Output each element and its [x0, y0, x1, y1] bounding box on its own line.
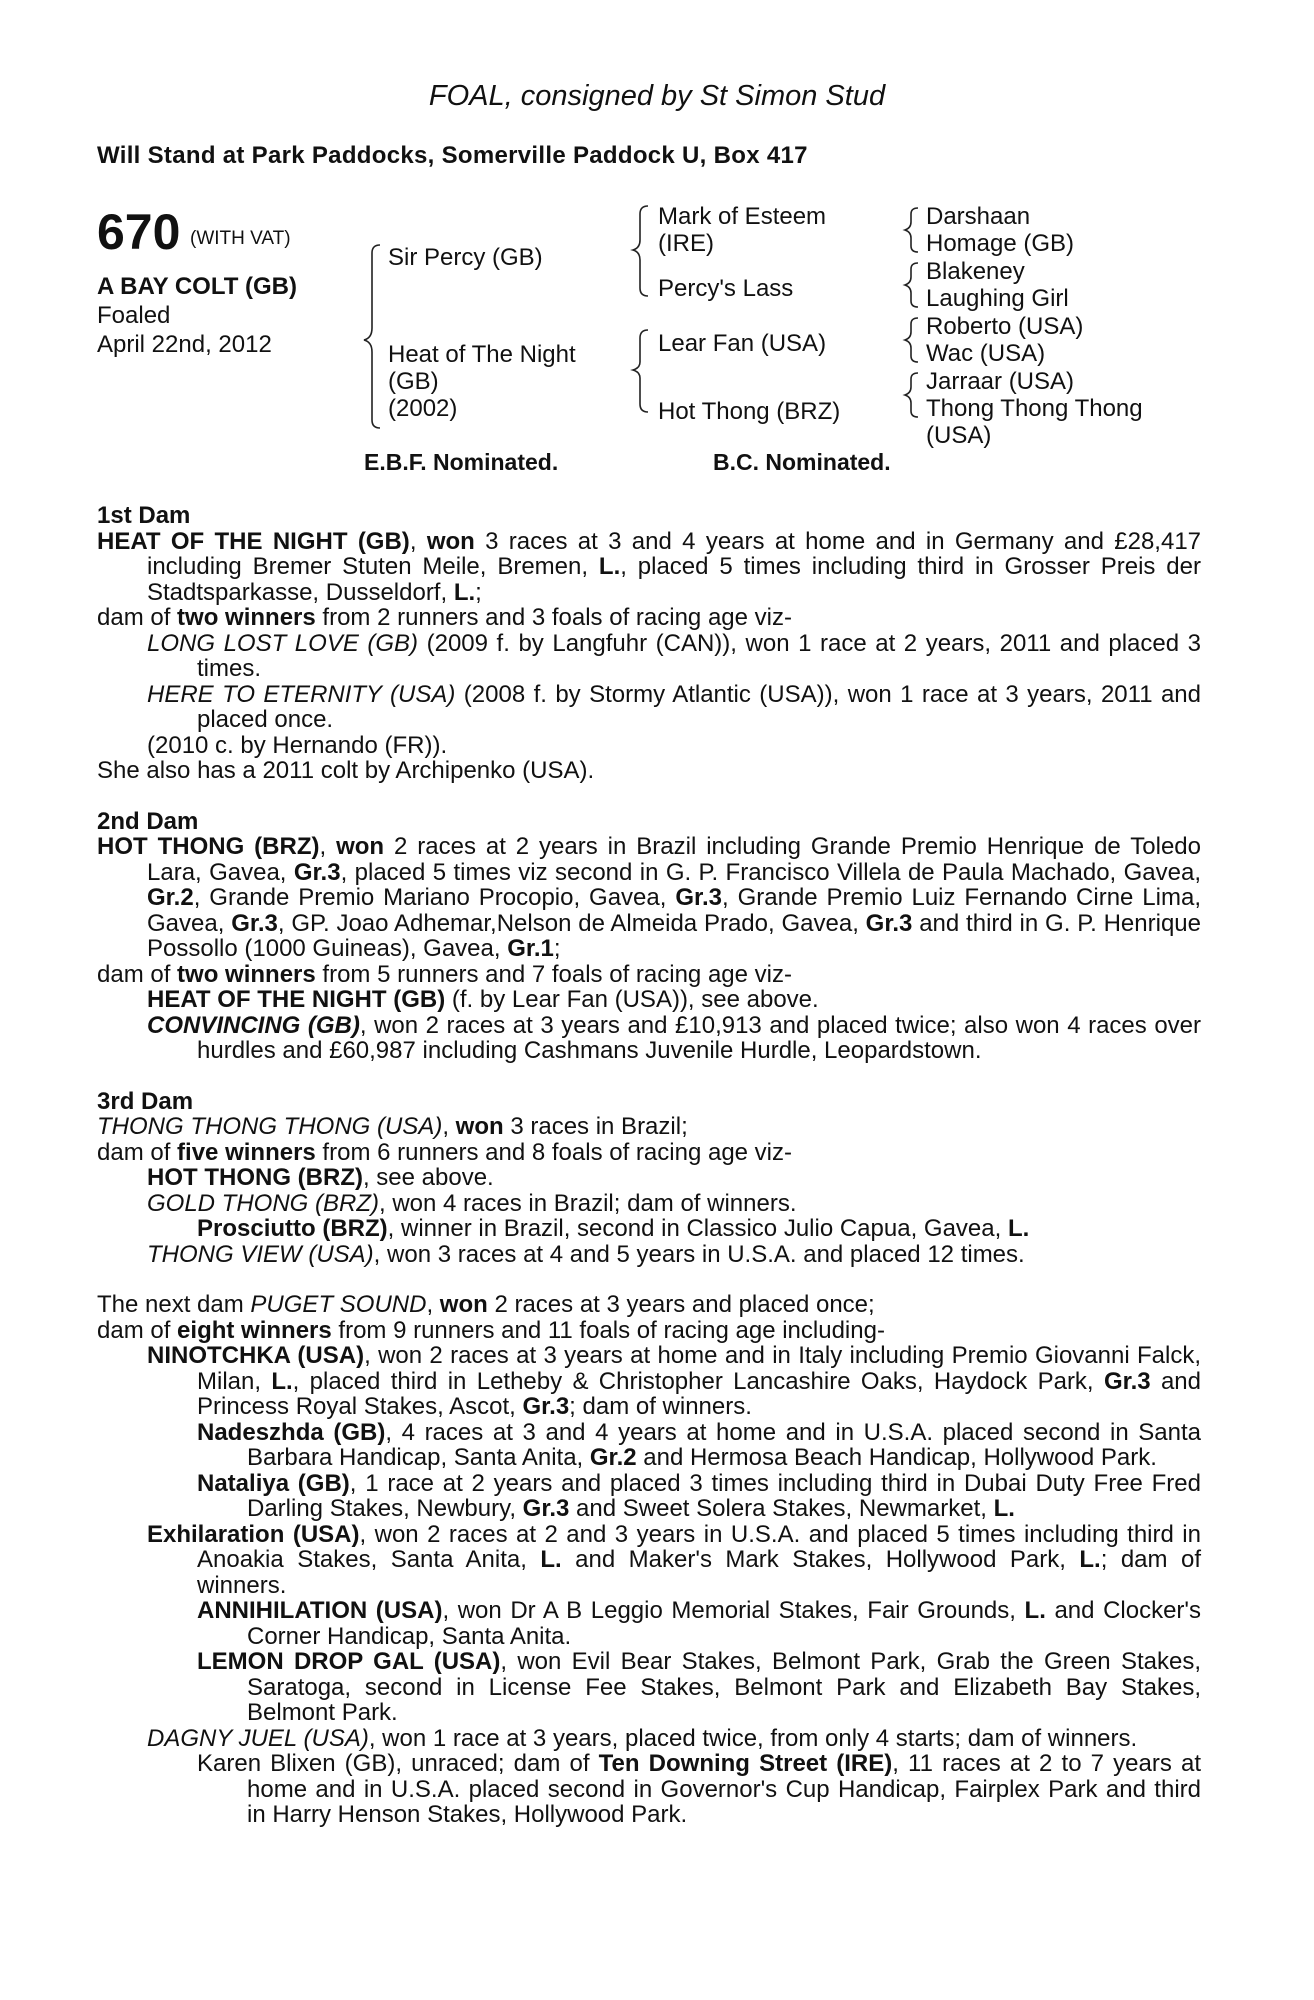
- sire: Sir Percy (GB): [388, 244, 543, 271]
- dam: [388, 341, 576, 422]
- sire-sire-name: Mark of Esteem: [658, 203, 827, 230]
- produce-entry: [97, 1165, 1201, 1191]
- listed-label: L.: [1007, 1215, 1030, 1242]
- text: , Grande Premio Mariano Procopio, Gavea,: [193, 884, 676, 911]
- lot-description: A BAY COLT (GB): [97, 273, 298, 300]
- listed-label: L.: [1079, 1546, 1101, 1573]
- grade-label: Gr.3: [231, 909, 278, 937]
- won-label: won: [439, 1291, 488, 1318]
- horse-name: THONG VIEW (USA): [147, 1240, 374, 1268]
- produce-entry: (2010 c. by Hernando (FR)).: [147, 731, 448, 759]
- won-label: won: [426, 527, 475, 555]
- dam-name: Heat of The Night: [388, 341, 576, 368]
- pedigree-brackets: [0, 0, 1314, 460]
- text: , 11 races at 2 to 7 years at home and in U.S.A. placed second in Governor's Cup Handicap, Fairplex Park and third in Harry Henson Stakes, Hollywood Park.: [247, 1750, 1201, 1828]
- grade-label: Gr.3: [1103, 1367, 1151, 1395]
- text: ; dam of winners.: [569, 1393, 752, 1420]
- horse-name: Exhilaration (USA): [147, 1520, 360, 1548]
- text: 3 races in Brazil;: [503, 1113, 688, 1140]
- grade-label: Gr.1: [507, 935, 554, 962]
- ddd: [926, 395, 1143, 449]
- bc-nominated: B.C. Nominated.: [713, 449, 891, 475]
- dam-history: [97, 503, 1201, 1828]
- ddd-name: Thong Thong Thong: [926, 395, 1143, 422]
- text: (f. by Lear Fan (USA)), see above.: [445, 986, 819, 1013]
- text: , won 2 races at 3 years at home and in Italy including Premio Giovanni Falck, Milan,: [197, 1342, 1201, 1395]
- listed-label: L.: [598, 553, 621, 580]
- horse-name: NINOTCHKA (USA): [147, 1342, 365, 1369]
- grade-label: Gr.3: [522, 1495, 570, 1522]
- sdd: Laughing Girl: [926, 285, 1069, 312]
- text: , placed third in Letheby & Christopher Lancashire Oaks, Haydock Park,: [292, 1367, 1104, 1395]
- text: 3 races at 3 and 4 years at home and in Germany and £28,417 including Bremer Stuten Meile, Bremen,: [147, 527, 1202, 580]
- produce-entry: [97, 631, 1201, 682]
- stand-location: Will Stand at Park Paddocks, Somerville Paddock U, Box 417: [97, 142, 808, 169]
- dsd: Wac (USA): [926, 340, 1046, 367]
- text: , won 2 races at 3 years and £10,913 and placed twice; also won 4 races over hurdles and £60,987 including Cashmans Juvenile Hurdle, Leopardstown.: [197, 1011, 1202, 1064]
- won-label: won: [336, 833, 385, 860]
- text: from 9 runners and 11 foals of racing age including-: [331, 1316, 885, 1344]
- produce-entry: [97, 1191, 1201, 1217]
- produce-entry: [97, 1649, 1201, 1726]
- text: 2 races at 2 years in Brazil including Grande Premio Henrique de Toledo Lara, Gavea,: [147, 833, 1201, 886]
- sire-sire-country: (IRE): [658, 230, 714, 257]
- lot-number: 670: [97, 204, 181, 260]
- horse-name: LONG LOST LOVE (GB): [147, 629, 419, 657]
- text: ;: [475, 578, 482, 606]
- sds: Blakeney: [926, 258, 1025, 285]
- text: from 6 runners and 8 foals of racing age viz-: [315, 1138, 793, 1166]
- winners-count: two winners: [177, 960, 316, 988]
- ddd-country: (USA): [926, 422, 992, 449]
- horse-name: HOT THONG (BRZ): [97, 833, 320, 860]
- produce-entry: [97, 1598, 1201, 1649]
- grade-label: Gr.2: [147, 884, 194, 911]
- horse-name: ANNIHILATION (USA): [197, 1597, 443, 1624]
- horse-name: HOT THONG (BRZ): [147, 1164, 363, 1191]
- sire-sire: [658, 203, 826, 257]
- text: 2 races at 3 years and placed once;: [487, 1291, 875, 1318]
- text: dam of: [97, 1138, 178, 1166]
- dds: Jarraar (USA): [926, 368, 1075, 395]
- first-dam-heading: 1st Dam: [97, 502, 191, 529]
- dam-sire: Lear Fan (USA): [658, 330, 827, 357]
- next-dam-produce-summary: [97, 1318, 1201, 1344]
- first-dam-section: [97, 503, 1201, 784]
- second-dam-heading: 2nd Dam: [97, 807, 199, 835]
- produce-entry: [97, 987, 1201, 1013]
- grade-label: Gr.2: [589, 1444, 637, 1471]
- listed-label: L.: [993, 1495, 1015, 1522]
- text: ,: [426, 1291, 440, 1318]
- text: dam of: [97, 960, 178, 988]
- produce-entry: [97, 1522, 1201, 1599]
- dam-country: (GB): [388, 368, 439, 395]
- produce-entry: [97, 1751, 1201, 1828]
- horse-name: Nataliya (GB): [197, 1469, 350, 1497]
- third-dam-record: [97, 1114, 1201, 1140]
- listed-label: L.: [271, 1367, 293, 1395]
- horse-name: Ten Downing Street (IRE): [598, 1750, 893, 1777]
- produce-entry: [97, 1343, 1201, 1420]
- dam-year: (2002): [388, 395, 458, 422]
- text: , see above.: [362, 1164, 494, 1191]
- grade-label: Gr.3: [675, 884, 723, 911]
- produce-entry: [97, 682, 1201, 733]
- dam-dam: Hot Thong (BRZ): [658, 398, 841, 425]
- grade-label: Gr.3: [522, 1393, 570, 1420]
- winners-count: eight winners: [177, 1316, 332, 1344]
- text: The next dam: [97, 1291, 251, 1318]
- text: , won Dr A B Leggio Memorial Stakes, Fair Grounds,: [442, 1597, 1025, 1624]
- dss: Roberto (USA): [926, 313, 1084, 340]
- produce-entry: [97, 1216, 1201, 1242]
- grade-label: Gr.3: [293, 858, 341, 886]
- first-dam-produce-summary: [97, 605, 1201, 631]
- horse-name: HEAT OF THE NIGHT (GB): [147, 986, 446, 1013]
- text: , won 4 races in Brazil; dam of winners.: [379, 1189, 797, 1217]
- listed-label: L.: [540, 1546, 562, 1573]
- text: and Sweet Solera Stakes, Newmarket,: [569, 1495, 994, 1522]
- produce-entry: [97, 1242, 1201, 1268]
- produce-note: She also has a 2011 colt by Archipenko (USA).: [97, 757, 595, 784]
- produce-entry: [97, 1013, 1201, 1064]
- second-dam-record: HOT THONG (BRZ), won 2 races at 2 years in Brazil including Grande Premio Henrique de Toledo Lara, Gavea, Gr.3, placed 5 times viz second in G. P. Francisco Villela de Paula Machado, Gavea, Gr.2, Grande Premio Mariano Procopio, Gavea, Gr.3, Grande Premio Luiz Fernando Cirne Lima, Gavea, Gr.3, GP. Joao Adhemar,Nelson de Almeida Prado, Gavea, Gr.3 and third in G. P. Henrique Possollo (1000 Guineas), Gavea, Gr.1;: [97, 833, 1201, 962]
- third-dam-produce-summary: [97, 1140, 1201, 1166]
- text: , placed 5 times including third in Grosser Preis der Stadtsparkasse, Dusseldorf,: [147, 553, 1201, 606]
- listed-label: L.: [1024, 1597, 1046, 1624]
- ebf-nominated: E.B.F. Nominated.: [364, 449, 559, 475]
- produce-entry: [97, 1420, 1201, 1471]
- second-dam-section: [97, 809, 1201, 1064]
- text: , placed 5 times viz second in G. P. Francisco Villela de Paula Machado, Gavea,: [340, 858, 1201, 886]
- horse-name: Nadeszhda (GB): [197, 1418, 386, 1446]
- produce-entry: [97, 1471, 1201, 1522]
- text: ; dam of winners.: [197, 1546, 1201, 1599]
- text: , GP. Joao Adhemar,Nelson de Almeida Prado, Gavea,: [277, 909, 866, 937]
- horse-name: GOLD THONG (BRZ): [147, 1189, 379, 1217]
- text: , won 3 races at 4 and 5 years in U.S.A. and placed 12 times.: [373, 1240, 1025, 1268]
- horse-name: PUGET SOUND: [250, 1291, 427, 1318]
- foaled-date: April 22nd, 2012: [97, 331, 272, 358]
- next-dam-record: [97, 1292, 1201, 1318]
- text: and third in G. P. Henrique Possollo (1000 Guineas), Gavea,: [147, 909, 1201, 962]
- horse-name: LEMON DROP GAL (USA): [197, 1648, 501, 1675]
- text: (2009 f. by Langfuhr (CAN)), won 1 race at 2 years, 2011 and placed 3 times.: [197, 629, 1201, 682]
- third-dam-heading: 3rd Dam: [97, 1087, 194, 1115]
- text: and Clocker's Corner Handicap, Santa Anita.: [247, 1597, 1202, 1650]
- horse-name: THONG THONG THONG (USA): [97, 1113, 443, 1140]
- third-dam-section: [97, 1089, 1201, 1268]
- next-dam-section: [97, 1292, 1201, 1828]
- page-title: FOAL, consigned by St Simon Stud: [428, 80, 886, 112]
- horse-name: HEAT OF THE NIGHT (GB): [97, 527, 410, 555]
- text: dam of: [97, 1316, 178, 1344]
- text: ;: [553, 935, 561, 962]
- text: , won 1 race at 3 years, placed twice, from only 4 starts; dam of winners.: [368, 1724, 1138, 1752]
- vat-note: (WITH VAT): [190, 228, 291, 249]
- text: from 2 runners and 3 foals of racing age viz-: [315, 604, 792, 631]
- foaled-label: Foaled: [97, 302, 171, 329]
- first-dam-record: HEAT OF THE NIGHT (GB), won 3 races at 3 and 4 years at home and in Germany and £28,417 including Bremer Stuten Meile, Bremen, L., placed 5 times including third in Grosser Preis der Stadtsparkasse, Dusseldorf, L.;: [97, 527, 1202, 606]
- text: , won 2 races at 2 and 3 years in U.S.A. and placed 5 times including third in Anoakia Stakes, Santa Anita,: [197, 1520, 1201, 1573]
- second-dam-produce-summary: [97, 962, 1201, 988]
- text: , Grande Premio Luiz Fernando Cirne Lima, Gavea,: [147, 884, 1201, 937]
- text: , 4 races at 3 and 4 years at home and in U.S.A. placed second in Santa Barbara Handicap, Santa Anita,: [247, 1418, 1202, 1471]
- produce-entry: [97, 1726, 1201, 1752]
- winners-count: five winners: [177, 1138, 316, 1166]
- text: , winner in Brazil, second in Classico Julio Capua, Gavea,: [387, 1215, 1008, 1242]
- text: and Maker's Mark Stakes, Hollywood Park,: [561, 1546, 1080, 1573]
- horse-name: HERE TO ETERNITY (USA): [147, 680, 456, 708]
- text: and Princess Royal Stakes, Ascot,: [197, 1367, 1202, 1420]
- text: , 1 race at 2 years and placed 3 times including third in Dubai Duty Free Fred Darling Stakes, Newbury,: [247, 1469, 1201, 1522]
- text: (2008 f. by Stormy Atlantic (USA)), won 1 race at 3 years, 2011 and placed once.: [197, 680, 1202, 733]
- text: and Hermosa Beach Handicap, Hollywood Park.: [636, 1444, 1157, 1471]
- text: ,: [442, 1113, 456, 1140]
- text: Karen Blixen (GB), unraced; dam of: [197, 1750, 599, 1777]
- grade-label: Gr.3: [865, 909, 913, 937]
- text: dam of: [97, 604, 178, 631]
- won-label: won: [455, 1113, 504, 1140]
- horse-name: CONVINCING (GB): [147, 1011, 360, 1039]
- winners-count: two winners: [177, 604, 316, 631]
- ssd: Homage (GB): [926, 230, 1075, 257]
- sss: Darshaan: [926, 203, 1031, 230]
- listed-label: L.: [453, 578, 476, 606]
- horse-name: Prosciutto (BRZ): [197, 1215, 388, 1242]
- horse-name: DAGNY JUEL (USA): [147, 1724, 369, 1752]
- text: , won Evil Bear Stakes, Belmont Park, Grab the Green Stakes, Saratoga, second in License Fee Stakes, Belmont Park and Elizabeth Bay Stakes, Belmont Park.: [247, 1648, 1201, 1726]
- sire-dam: Percy's Lass: [658, 275, 794, 302]
- text: from 5 runners and 7 foals of racing age viz-: [315, 960, 792, 988]
